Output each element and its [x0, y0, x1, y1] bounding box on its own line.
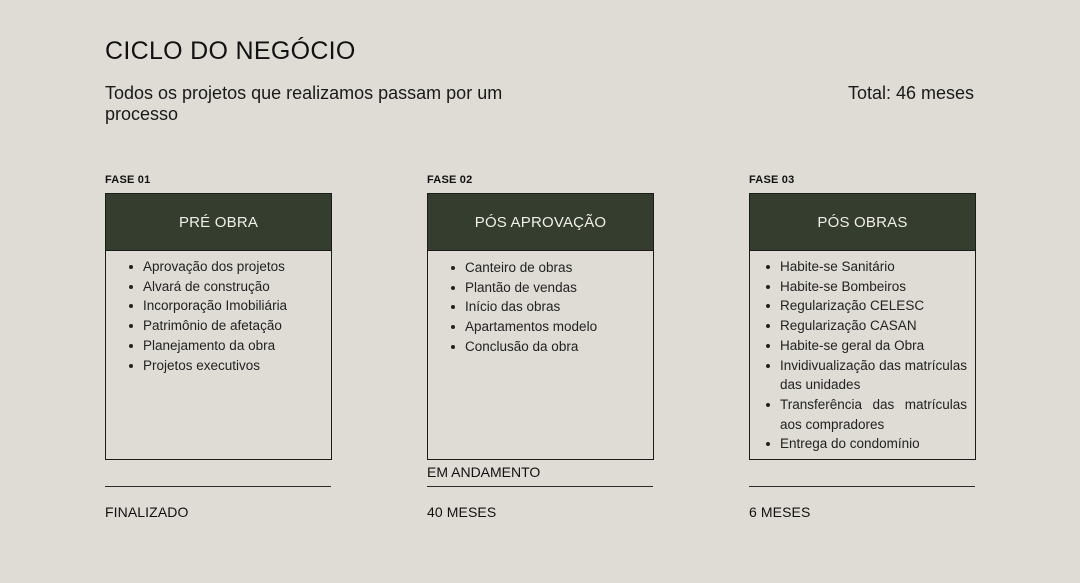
phase-title: PÓS OBRAS: [750, 194, 975, 251]
phase-box: [105, 193, 332, 460]
list-item: Habite-se Sanitário: [766, 257, 967, 277]
phase-2-status: EM ANDAMENTO: [427, 464, 541, 480]
list-item: Projetos executivos: [129, 356, 323, 376]
phase-title: PÓS APROVAÇÃO: [428, 194, 653, 251]
page-subtitle: Todos os projetos que realizamos passam por um processo: [105, 83, 503, 124]
list-item: Apartamentos modelo: [451, 317, 645, 337]
phase-box: [749, 193, 976, 460]
list-item: Planejamento da obra: [129, 336, 323, 356]
divider: [427, 486, 653, 487]
phase-2-footer: 40 MESES: [427, 504, 497, 520]
list-item: Regularização CASAN: [766, 316, 967, 336]
list-item: Conclusão da obra: [451, 337, 645, 357]
phase-items: [428, 251, 653, 357]
phase-label: FASE 03: [749, 174, 795, 186]
page-title: CICLO DO NEGÓCIO: [105, 37, 356, 65]
list-item: Habite-se geral da Obra: [766, 336, 967, 356]
divider: [749, 486, 975, 487]
divider: [105, 486, 331, 487]
phase-items: [750, 251, 975, 454]
phase-3-footer: 6 MESES: [749, 504, 811, 520]
phase-1-footer: FINALIZADO: [105, 504, 189, 520]
phase-label: FASE 02: [427, 174, 473, 186]
list-item: Início das obras: [451, 297, 645, 317]
list-item: Transferência das matrículas aos compradores: [766, 395, 967, 434]
phase-title: PRÉ OBRA: [106, 194, 331, 251]
list-item: Habite-se Bombeiros: [766, 277, 967, 297]
list-item: Canteiro de obras: [451, 258, 645, 278]
list-item: Patrimônio de afetação: [129, 316, 323, 336]
list-item: Invidivualização das matrículas das unidades: [766, 356, 967, 395]
list-item: Incorporação Imobiliária: [129, 296, 323, 316]
phase-label: FASE 01: [105, 174, 151, 186]
phase-box: [427, 193, 654, 460]
list-item: Regularização CELESC: [766, 296, 967, 316]
phase-items: [106, 251, 331, 375]
list-item: Aprovação dos projetos: [129, 257, 323, 277]
list-item: Entrega do condomínio: [766, 434, 967, 454]
phase-card-1: [105, 174, 332, 460]
total-duration: Total: 46 meses: [847, 83, 974, 103]
phase-card-2: [427, 174, 654, 460]
list-item: Plantão de vendas: [451, 278, 645, 298]
list-item: Alvará de construção: [129, 277, 323, 297]
phase-card-3: [749, 174, 976, 460]
